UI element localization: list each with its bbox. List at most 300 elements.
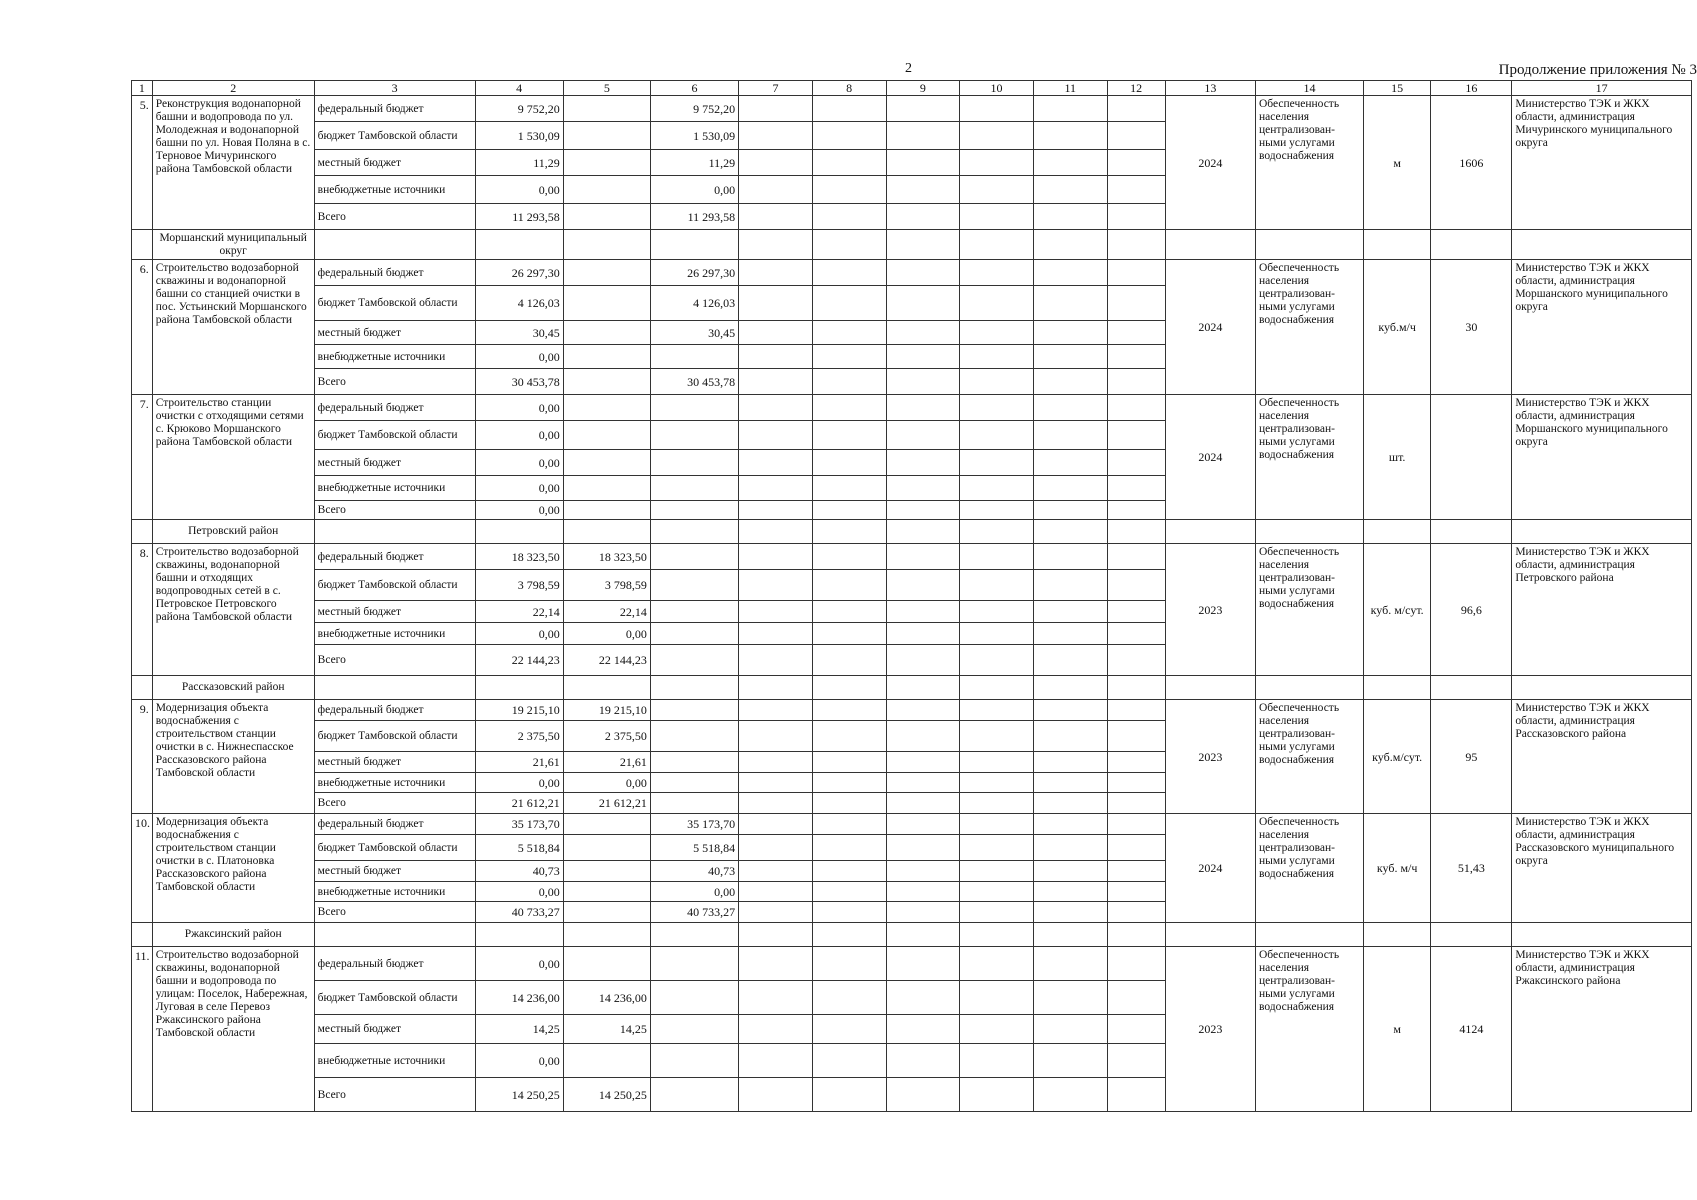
empty-cell <box>1107 882 1165 902</box>
empty-cell <box>886 645 960 676</box>
amount-2023 <box>563 501 650 520</box>
empty-cell <box>1107 793 1165 814</box>
amount-total: 3 798,59 <box>475 570 563 601</box>
empty-cell <box>1107 369 1165 395</box>
empty-cell <box>739 1015 813 1044</box>
empty-cell <box>1107 321 1165 345</box>
empty-cell <box>1107 345 1165 369</box>
empty-cell <box>1107 676 1165 700</box>
amount-total: 0,00 <box>475 345 563 369</box>
amount-2023 <box>563 814 650 835</box>
header-cell: 1 <box>132 81 153 96</box>
amount-2024 <box>650 1015 738 1044</box>
empty-cell <box>1033 793 1107 814</box>
amount-2024: 30 453,78 <box>650 369 738 395</box>
empty-cell <box>1033 369 1107 395</box>
header-cell: 3 <box>314 81 475 96</box>
table-row <box>132 947 1692 981</box>
amount-total: 4 126,03 <box>475 286 563 321</box>
amount-total: 0,00 <box>475 1044 563 1078</box>
empty-cell <box>739 981 813 1015</box>
empty-cell <box>960 321 1034 345</box>
amount-total: 0,00 <box>475 476 563 501</box>
header-cell: 9 <box>886 81 960 96</box>
funding-source: местный бюджет <box>314 861 475 882</box>
empty-cell <box>132 520 153 544</box>
funding-source: федеральный бюджет <box>314 700 475 721</box>
amount-2024 <box>650 570 738 601</box>
completion-year: 2024 <box>1165 96 1255 230</box>
empty-cell <box>812 623 886 645</box>
empty-cell <box>1033 923 1107 947</box>
amount-2024 <box>650 947 738 981</box>
empty-cell <box>1033 520 1107 544</box>
empty-cell <box>1431 923 1512 947</box>
empty-cell <box>960 882 1034 902</box>
empty-cell <box>1107 1078 1165 1112</box>
amount-total: 0,00 <box>475 501 563 520</box>
empty-cell <box>1107 835 1165 861</box>
empty-cell <box>1107 450 1165 476</box>
amount-total: 14 236,00 <box>475 981 563 1015</box>
amount-2023 <box>563 150 650 176</box>
empty-cell <box>1107 1015 1165 1044</box>
empty-cell <box>1033 814 1107 835</box>
amount-2024: 1 530,09 <box>650 122 738 150</box>
empty-cell <box>563 923 650 947</box>
empty-cell <box>739 645 813 676</box>
funding-source: Всего <box>314 902 475 923</box>
empty-cell <box>812 902 886 923</box>
empty-cell <box>1033 450 1107 476</box>
empty-cell <box>886 122 960 150</box>
amount-total: 14,25 <box>475 1015 563 1044</box>
empty-cell <box>886 793 960 814</box>
empty-cell <box>650 676 738 700</box>
amount-total: 0,00 <box>475 450 563 476</box>
responsible-executor: Министерство ТЭК и ЖКХ области, администрация Мичуринского муниципального округа <box>1512 96 1692 230</box>
empty-cell <box>812 122 886 150</box>
empty-cell <box>812 981 886 1015</box>
result-indicator: Обеспеченность населения централизован-ными услугами водоснабжения <box>1255 260 1363 395</box>
amount-total: 9 752,20 <box>475 96 563 122</box>
completion-year: 2024 <box>1165 260 1255 395</box>
empty-cell <box>812 369 886 395</box>
amount-total: 40,73 <box>475 861 563 882</box>
empty-cell <box>132 923 153 947</box>
empty-cell <box>960 286 1034 321</box>
funding-source: федеральный бюджет <box>314 544 475 570</box>
empty-cell <box>886 395 960 421</box>
amount-total: 21,61 <box>475 752 563 773</box>
empty-cell <box>886 700 960 721</box>
empty-cell <box>1107 923 1165 947</box>
empty-cell <box>1255 676 1363 700</box>
amount-total: 0,00 <box>475 773 563 793</box>
district-row <box>132 520 1692 544</box>
empty-cell <box>1107 476 1165 501</box>
amount-2023: 21 612,21 <box>563 793 650 814</box>
empty-cell <box>1107 286 1165 321</box>
empty-cell <box>1107 260 1165 286</box>
amount-total: 0,00 <box>475 395 563 421</box>
amount-total: 18 323,50 <box>475 544 563 570</box>
empty-cell <box>1107 501 1165 520</box>
empty-cell <box>886 752 960 773</box>
responsible-executor: Министерство ТЭК и ЖКХ области, администрация Моршанского муниципального округа <box>1512 395 1692 520</box>
empty-cell <box>812 395 886 421</box>
empty-cell <box>886 835 960 861</box>
empty-cell <box>1107 122 1165 150</box>
empty-cell <box>886 96 960 122</box>
empty-cell <box>886 981 960 1015</box>
funding-source: федеральный бюджет <box>314 96 475 122</box>
empty-cell <box>1033 204 1107 230</box>
amount-2023 <box>563 122 650 150</box>
empty-cell <box>739 882 813 902</box>
empty-cell <box>475 520 563 544</box>
header-cell: 16 <box>1431 81 1512 96</box>
funding-source: Всего <box>314 645 475 676</box>
amount-2023 <box>563 260 650 286</box>
district-row <box>132 676 1692 700</box>
amount-2023 <box>563 286 650 321</box>
empty-cell <box>886 150 960 176</box>
amount-total: 5 518,84 <box>475 835 563 861</box>
amount-total: 30,45 <box>475 321 563 345</box>
empty-cell <box>1512 520 1692 544</box>
empty-cell <box>960 369 1034 395</box>
empty-cell <box>1033 1044 1107 1078</box>
amount-2023 <box>563 476 650 501</box>
district-name: Петровский район <box>152 520 314 544</box>
funding-source: бюджет Тамбовской области <box>314 835 475 861</box>
empty-cell <box>960 421 1034 450</box>
empty-cell <box>1033 861 1107 882</box>
empty-cell <box>886 947 960 981</box>
funding-source: местный бюджет <box>314 150 475 176</box>
funding-source: Всего <box>314 793 475 814</box>
empty-cell <box>1033 902 1107 923</box>
empty-cell <box>812 230 886 260</box>
empty-cell <box>960 122 1034 150</box>
empty-cell <box>650 923 738 947</box>
amount-total: 11,29 <box>475 150 563 176</box>
empty-cell <box>960 1015 1034 1044</box>
amount-total: 40 733,27 <box>475 902 563 923</box>
empty-cell <box>1107 902 1165 923</box>
funding-source: местный бюджет <box>314 321 475 345</box>
empty-cell <box>886 345 960 369</box>
amount-2023 <box>563 902 650 923</box>
amount-2024 <box>650 501 738 520</box>
project-name: Строительство водозаборной скважины, водонапорной башни и водопровода по улицам: Поселок, Набережная, Луговая в селе Перевоз Ржаксинского района Тамбовской области <box>152 947 314 1112</box>
amount-2024 <box>650 623 738 645</box>
funding-source: Всего <box>314 501 475 520</box>
responsible-executor: Министерство ТЭК и ЖКХ области, администрация Рассказовского района <box>1512 700 1692 814</box>
empty-cell <box>960 96 1034 122</box>
amount-2024 <box>650 395 738 421</box>
empty-cell <box>960 947 1034 981</box>
empty-cell <box>812 793 886 814</box>
district-name: Моршанский муниципальный округ <box>152 230 314 260</box>
completion-year: 2023 <box>1165 544 1255 676</box>
amount-2023: 0,00 <box>563 773 650 793</box>
empty-cell <box>1033 882 1107 902</box>
empty-cell <box>1033 1078 1107 1112</box>
empty-cell <box>1033 96 1107 122</box>
empty-cell <box>886 773 960 793</box>
table-row <box>132 544 1692 570</box>
project-number: 7. <box>132 395 153 520</box>
indicator-value: 30 <box>1431 260 1512 395</box>
empty-cell <box>563 520 650 544</box>
amount-2024 <box>650 601 738 623</box>
header-cell: 7 <box>739 81 813 96</box>
completion-year: 2024 <box>1165 395 1255 520</box>
table-row <box>132 395 1692 421</box>
funding-source: внебюджетные источники <box>314 1044 475 1078</box>
empty-cell <box>812 721 886 752</box>
empty-cell <box>1033 176 1107 204</box>
project-name: Модернизация объекта водоснабжения с строительством станции очистки в с. Нижнеспасское Рассказовского района Тамбовской области <box>152 700 314 814</box>
empty-cell <box>739 501 813 520</box>
amount-total: 2 375,50 <box>475 721 563 752</box>
empty-cell <box>886 450 960 476</box>
empty-cell <box>886 321 960 345</box>
project-name: Реконструкция водонапорной башни и водопровода по ул. Молодежная и водонапорной башни по ул. Новая Поляна в с. Терновое Мичуринского района Тамбовской области <box>152 96 314 230</box>
amount-total: 30 453,78 <box>475 369 563 395</box>
empty-cell <box>812 700 886 721</box>
empty-cell <box>812 835 886 861</box>
empty-cell <box>739 752 813 773</box>
continuation-note: Продолжение приложения № 3 <box>1498 62 1697 78</box>
indicator-value: 51,43 <box>1431 814 1512 923</box>
empty-cell <box>960 501 1034 520</box>
empty-cell <box>739 122 813 150</box>
amount-2024: 35 173,70 <box>650 814 738 835</box>
empty-cell <box>1033 773 1107 793</box>
amount-2023: 2 375,50 <box>563 721 650 752</box>
empty-cell <box>739 369 813 395</box>
empty-cell <box>886 721 960 752</box>
amount-2023: 22 144,23 <box>563 645 650 676</box>
amount-total: 0,00 <box>475 623 563 645</box>
empty-cell <box>960 476 1034 501</box>
empty-cell <box>812 520 886 544</box>
empty-cell <box>812 645 886 676</box>
unit-of-measure: м <box>1363 96 1430 230</box>
empty-cell <box>1512 230 1692 260</box>
empty-cell <box>1107 176 1165 204</box>
amount-2023: 22,14 <box>563 601 650 623</box>
empty-cell <box>1107 721 1165 752</box>
result-indicator: Обеспеченность населения централизован-ными услугами водоснабжения <box>1255 947 1363 1112</box>
empty-cell <box>1033 421 1107 450</box>
empty-cell <box>886 882 960 902</box>
amount-2023 <box>563 861 650 882</box>
responsible-executor: Министерство ТЭК и ЖКХ области, администрация Петровского района <box>1512 544 1692 676</box>
empty-cell <box>739 476 813 501</box>
empty-cell <box>812 150 886 176</box>
empty-cell <box>1033 345 1107 369</box>
indicator-value: 1606 <box>1431 96 1512 230</box>
empty-cell <box>739 835 813 861</box>
empty-cell <box>1255 923 1363 947</box>
empty-cell <box>1033 501 1107 520</box>
empty-cell <box>960 793 1034 814</box>
empty-cell <box>1107 861 1165 882</box>
amount-2023 <box>563 96 650 122</box>
empty-cell <box>1033 835 1107 861</box>
empty-cell <box>1107 520 1165 544</box>
funding-source: местный бюджет <box>314 752 475 773</box>
empty-cell <box>812 773 886 793</box>
empty-cell <box>1033 544 1107 570</box>
empty-cell <box>960 676 1034 700</box>
empty-cell <box>960 450 1034 476</box>
empty-cell <box>1107 814 1165 835</box>
result-indicator: Обеспеченность населения централизован-ными услугами водоснабжения <box>1255 700 1363 814</box>
empty-cell <box>812 923 886 947</box>
empty-cell <box>812 345 886 369</box>
empty-cell <box>1107 773 1165 793</box>
amount-2024 <box>650 544 738 570</box>
header-cell: 13 <box>1165 81 1255 96</box>
empty-cell <box>314 520 475 544</box>
empty-cell <box>812 286 886 321</box>
unit-of-measure: м <box>1363 947 1430 1112</box>
empty-cell <box>812 476 886 501</box>
amount-2023: 14 236,00 <box>563 981 650 1015</box>
amount-2024 <box>650 1044 738 1078</box>
amount-2024 <box>650 721 738 752</box>
empty-cell <box>960 814 1034 835</box>
amount-2023 <box>563 1044 650 1078</box>
empty-cell <box>960 773 1034 793</box>
funding-source: внебюджетные источники <box>314 882 475 902</box>
empty-cell <box>563 676 650 700</box>
funding-source: внебюджетные источники <box>314 623 475 645</box>
empty-cell <box>960 150 1034 176</box>
amount-2024: 40,73 <box>650 861 738 882</box>
amount-2024 <box>650 1078 738 1112</box>
header-cell: 15 <box>1363 81 1430 96</box>
amount-2023: 14 250,25 <box>563 1078 650 1112</box>
amount-2024: 26 297,30 <box>650 260 738 286</box>
empty-cell <box>960 645 1034 676</box>
empty-cell <box>812 421 886 450</box>
amount-2024 <box>650 476 738 501</box>
empty-cell <box>1107 601 1165 623</box>
empty-cell <box>1033 721 1107 752</box>
amount-2023 <box>563 450 650 476</box>
unit-of-measure: шт. <box>1363 395 1430 520</box>
funding-source: Всего <box>314 204 475 230</box>
empty-cell <box>886 544 960 570</box>
project-number: 11. <box>132 947 153 1112</box>
amount-total: 0,00 <box>475 947 563 981</box>
unit-of-measure: куб.м/сут. <box>1363 700 1430 814</box>
empty-cell <box>1033 321 1107 345</box>
empty-cell <box>1033 752 1107 773</box>
amount-2023 <box>563 882 650 902</box>
empty-cell <box>886 623 960 645</box>
empty-cell <box>960 861 1034 882</box>
amount-2023: 19 215,10 <box>563 700 650 721</box>
amount-2023 <box>563 204 650 230</box>
empty-cell <box>812 947 886 981</box>
empty-cell <box>960 544 1034 570</box>
empty-cell <box>960 623 1034 645</box>
amount-2024 <box>650 450 738 476</box>
empty-cell <box>1033 1015 1107 1044</box>
empty-cell <box>1107 544 1165 570</box>
header-cell: 4 <box>475 81 563 96</box>
amount-2023 <box>563 835 650 861</box>
empty-cell <box>739 421 813 450</box>
funding-source: федеральный бюджет <box>314 260 475 286</box>
amount-2024 <box>650 773 738 793</box>
empty-cell <box>1107 395 1165 421</box>
funding-source: Всего <box>314 1078 475 1112</box>
project-name: Строительство станции очистки с отходящими сетями с. Крюково Моршанского района Тамбовской области <box>152 395 314 520</box>
empty-cell <box>812 814 886 835</box>
empty-cell <box>1107 570 1165 601</box>
amount-2024 <box>650 981 738 1015</box>
empty-cell <box>1033 150 1107 176</box>
empty-cell <box>886 476 960 501</box>
empty-cell <box>1363 676 1430 700</box>
empty-cell <box>886 260 960 286</box>
empty-cell <box>886 676 960 700</box>
empty-cell <box>1255 230 1363 260</box>
empty-cell <box>1107 230 1165 260</box>
empty-cell <box>812 1015 886 1044</box>
empty-cell <box>1431 520 1512 544</box>
amount-2023: 0,00 <box>563 623 650 645</box>
empty-cell <box>739 230 813 260</box>
empty-cell <box>1165 230 1255 260</box>
amount-2024: 11,29 <box>650 150 738 176</box>
empty-cell <box>1033 570 1107 601</box>
header-cell: 10 <box>960 81 1034 96</box>
empty-cell <box>739 450 813 476</box>
empty-cell <box>1512 923 1692 947</box>
indicator-value <box>1431 395 1512 520</box>
empty-cell <box>1107 645 1165 676</box>
amount-total: 0,00 <box>475 176 563 204</box>
empty-cell <box>739 395 813 421</box>
empty-cell <box>960 520 1034 544</box>
amount-2024 <box>650 645 738 676</box>
empty-cell <box>739 902 813 923</box>
amount-2024: 0,00 <box>650 882 738 902</box>
empty-cell <box>886 369 960 395</box>
header-cell: 14 <box>1255 81 1363 96</box>
responsible-executor: Министерство ТЭК и ЖКХ области, администрация Моршанского муниципального округа <box>1512 260 1692 395</box>
empty-cell <box>1033 601 1107 623</box>
amount-total: 11 293,58 <box>475 204 563 230</box>
funding-source: местный бюджет <box>314 1015 475 1044</box>
amount-2024: 40 733,27 <box>650 902 738 923</box>
empty-cell <box>475 230 563 260</box>
project-number: 5. <box>132 96 153 230</box>
empty-cell <box>960 1078 1034 1112</box>
empty-cell <box>739 861 813 882</box>
amount-total: 26 297,30 <box>475 260 563 286</box>
district-row <box>132 230 1692 260</box>
